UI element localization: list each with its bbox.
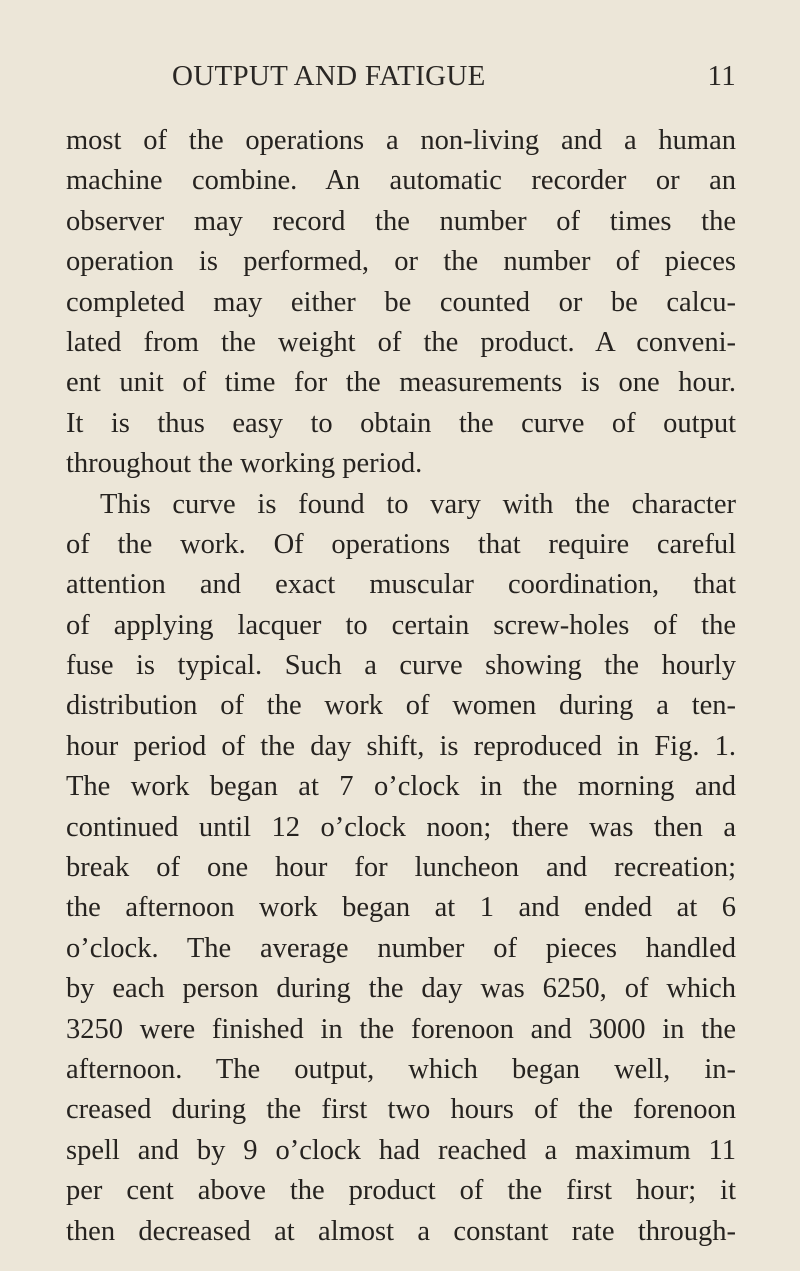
text-line: The work began at 7 o’clock in the morning and — [66, 771, 736, 803]
text-line: ent unit of time for the measurements is one hour. — [66, 367, 736, 399]
text-line: completed may either be counted or be calcu- — [66, 286, 736, 318]
text-line: by each person during the day was 6250, of which — [66, 973, 736, 1005]
text-line: afternoon. The output, which began well, in- — [66, 1053, 736, 1085]
text-line: observer may record the number of times the — [66, 205, 736, 237]
text-line: of the work. Of operations that require careful — [66, 528, 736, 560]
text-line: This curve is found to vary with the character — [100, 488, 736, 520]
running-title: OUTPUT AND FATIGUE — [172, 60, 486, 92]
text-line: machine combine. An automatic recorder or an — [66, 165, 736, 197]
text-line: the afternoon work began at 1 and ended at 6 — [66, 892, 736, 924]
running-header — [66, 60, 736, 100]
text-line: throughout the working period. — [66, 448, 423, 480]
text-line: creased during the first two hours of the forenoon — [66, 1094, 736, 1126]
page-number: 11 — [707, 60, 736, 92]
body-text — [66, 121, 736, 1252]
text-line: operation is performed, or the number of pieces — [66, 246, 736, 278]
text-line: spell and by 9 o’clock had reached a maximum 11 — [66, 1134, 736, 1166]
text-line: o’clock. The average number of pieces handled — [66, 932, 736, 964]
text-line: 3250 were finished in the forenoon and 3000 in the — [66, 1013, 736, 1045]
text-line: hour period of the day shift, is reproduced in Fig. 1. — [66, 730, 736, 762]
text-line: It is thus easy to obtain the curve of output — [66, 407, 736, 439]
text-line: fuse is typical. Such a curve showing the hourly — [66, 650, 736, 682]
text-line: distribution of the work of women during a ten- — [66, 690, 736, 722]
text-line: most of the operations a non-living and a human — [66, 125, 736, 156]
text-line: break of one hour for luncheon and recreation; — [66, 852, 736, 884]
text-line: continued until 12 o’clock noon; there was then a — [66, 811, 736, 843]
text-line: lated from the weight of the product. A conveni- — [66, 326, 736, 358]
text-line: then decreased at almost a constant rate through- — [66, 1215, 736, 1247]
text-line: per cent above the product of the first hour; it — [66, 1175, 736, 1207]
text-line: attention and exact muscular coordination, that — [66, 569, 736, 601]
text-line: of applying lacquer to certain screw-holes of the — [66, 609, 736, 641]
